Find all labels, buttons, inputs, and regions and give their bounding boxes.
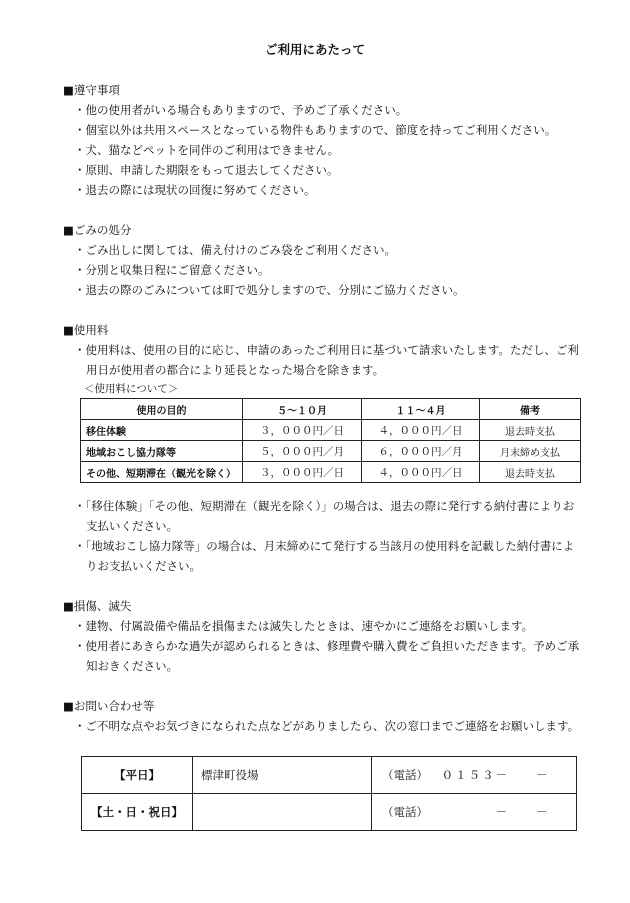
- contact-day-label: 【土・日・祝日】: [82, 794, 193, 831]
- garbage-item: ・ごみ出しに関しては、備え付けのごみ袋をご利用ください。: [74, 243, 396, 257]
- fee-paragraph-line: 用日が使用者の都合により延長となった場合を除きます。: [86, 363, 385, 377]
- page-title: ご利用にあたって: [264, 42, 365, 57]
- garbage-item: ・分別と収集日程にご留意ください。: [74, 263, 270, 277]
- damage-item: 知おきください。: [86, 659, 178, 673]
- contact-phone-cell: [372, 794, 577, 831]
- table-cell-fee-winter: ４，０００円／日: [362, 420, 480, 441]
- column-header: 使用の目的: [81, 399, 243, 420]
- section-heading-garbage: ■ごみの処分: [63, 223, 132, 237]
- rules-item: ・犬、猫などペットを同伴のご利用はできません。: [74, 143, 340, 157]
- table-cell-fee-summer: ３，０００円／日: [243, 462, 362, 483]
- phone-number: ０１５３－ －: [441, 768, 550, 782]
- contact-item: ・ご不明な点やお気づきになられた点などがありましたら、次の窓口までご連絡をお願いします。: [74, 719, 580, 733]
- fee-table-caption: ＜使用料について＞: [84, 383, 179, 395]
- rules-item: ・個室以外は共用スペースとなっている物件もありますので、節度を持ってご利用ください。: [74, 123, 557, 137]
- contact-row: [82, 794, 577, 831]
- section-heading-contact: ■お問い合わせ等: [63, 699, 155, 713]
- section-heading-rules: ■遵守事項: [63, 83, 120, 97]
- rules-item: ・他の使用者がいる場合もありますので、予めご了承ください。: [74, 103, 408, 117]
- phone-number: － －: [441, 805, 550, 819]
- table-row: [81, 420, 581, 441]
- table-cell-purpose: その他、短期滞在（観光を除く）: [81, 462, 243, 483]
- table-cell-note: 退去時支払: [480, 462, 581, 483]
- table-row: [81, 441, 581, 462]
- damage-item: ・建物、付属設備や備品を損傷または滅失したときは、速やかにご連絡をお願いします。: [74, 619, 534, 633]
- phone-label: （電話）: [382, 768, 428, 782]
- section-heading-damage: ■損傷、滅失: [63, 599, 132, 613]
- table-cell-fee-summer: ３，０００円／日: [243, 420, 362, 441]
- rules-item: ・退去の際には現状の回復に努めてください。: [74, 183, 316, 197]
- fee-note-line: ・「移住体験」「その他、短期滞在（観光を除く）」の場合は、退去の際に発行する納付書によりお: [74, 499, 575, 513]
- fee-table: [80, 398, 581, 483]
- contact-day-label: 【平日】: [82, 757, 193, 794]
- table-cell-fee-winter: ４，０００円／日: [362, 462, 480, 483]
- contact-phone-cell: [372, 757, 577, 794]
- column-header: 備考: [480, 399, 581, 420]
- phone-label: （電話）: [382, 805, 428, 819]
- rules-item: ・原則、申請した期限をもって退去してください。: [74, 163, 339, 177]
- table-cell-fee-summer: ５，０００円／月: [243, 441, 362, 462]
- fee-paragraph-line: ・使用料は、使用の目的に応じ、申請のあったご利用日に基づいて請求いたします。ただし、ご利: [74, 343, 579, 357]
- column-header: ５～１０月: [243, 399, 362, 420]
- table-cell-note: 退去時支払: [480, 420, 581, 441]
- column-header: １１～４月: [362, 399, 480, 420]
- table-cell-fee-winter: ６，０００円／月: [362, 441, 480, 462]
- table-cell-purpose: 地域おこし協力隊等: [81, 441, 243, 462]
- contact-table: [81, 756, 577, 831]
- contact-office: 標津町役場: [193, 757, 372, 794]
- table-row: [81, 462, 581, 483]
- table-header-row: [81, 399, 581, 420]
- table-cell-purpose: 移住体験: [81, 420, 243, 441]
- section-heading-fee: ■使用料: [63, 323, 109, 337]
- garbage-item: ・退去の際のごみについては町で処分しますので、分別にご協力ください。: [74, 283, 465, 297]
- contact-office: [193, 794, 372, 831]
- damage-item: ・使用者にあきらかな過失が認められるときは、修理費や購入費をご負担いただきます。予めご承: [74, 639, 580, 653]
- table-cell-note: 月末締め支払: [480, 441, 581, 462]
- fee-note-line: 支払いください。: [86, 519, 178, 533]
- fee-note-line: ・「地域おこし協力隊等」の場合は、月末締めにて発行する当該月の使用料を記載した納付書によ: [74, 539, 575, 553]
- fee-note-line: りお支払いください。: [86, 559, 201, 573]
- contact-row: [82, 757, 577, 794]
